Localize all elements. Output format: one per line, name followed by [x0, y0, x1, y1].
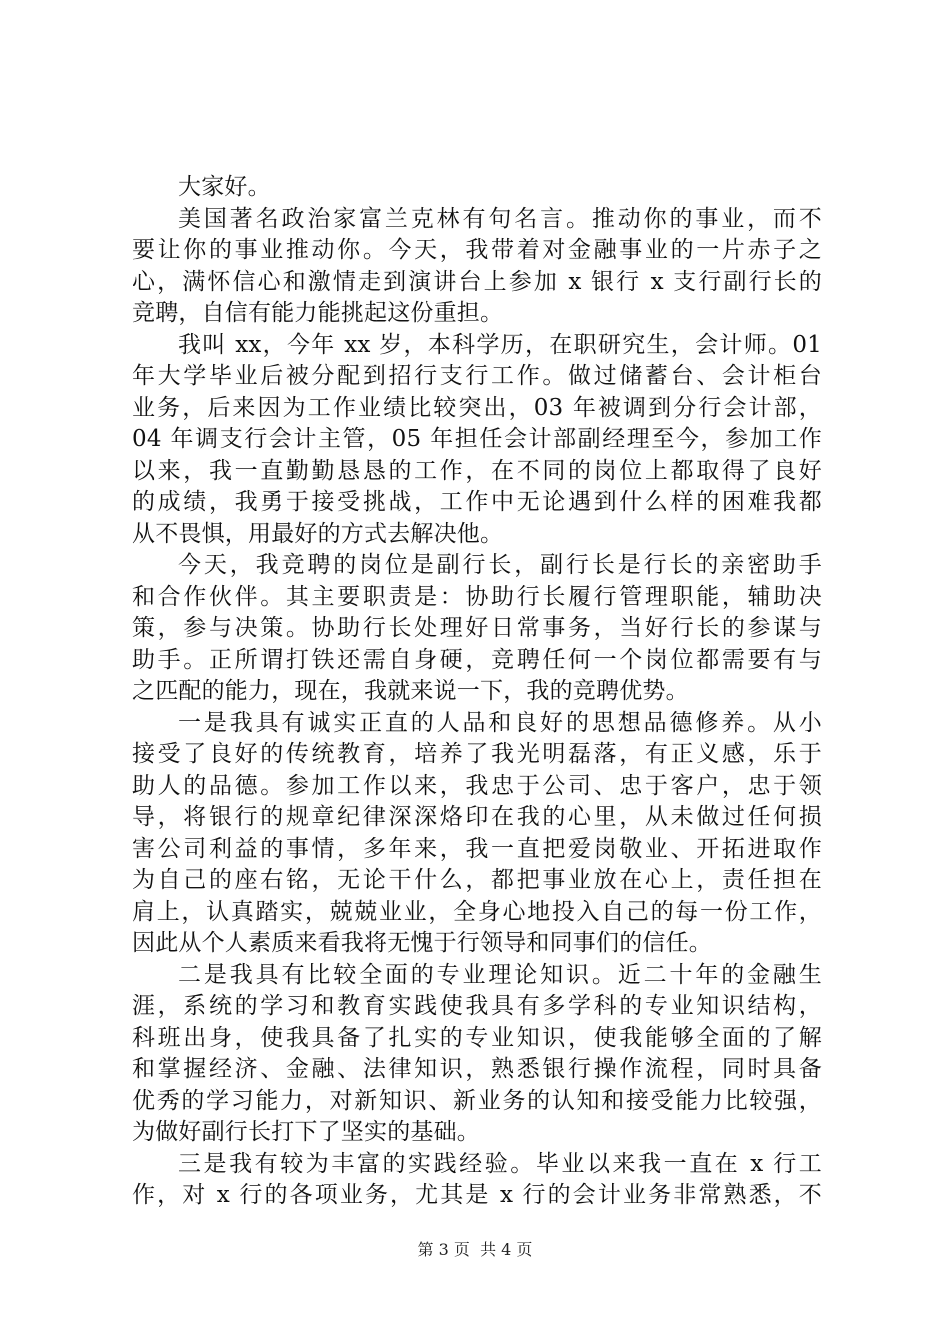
text-line: 要让你的事业推动你。今天，我带着对金融事业的一片赤子之 [132, 237, 822, 263]
text-line: 作，对 x 行的各项业务，尤其是 x 行的会计业务非常熟悉，不 [132, 1182, 822, 1208]
text-line: 害公司利益的事情，多年来，我一直把爱岗敬业、开拓进取作 [132, 835, 822, 862]
text-line: 优秀的学习能力，对新知识、新业务的认知和接受能力比较强， [132, 1087, 822, 1114]
text-line: 以来，我一直勤勤恳恳的工作，在不同的岗位上都取得了良好 [132, 457, 822, 484]
text-line: 为做好副行长打下了坚实的基础。 [132, 1119, 480, 1145]
text-line: 竞聘，自信有能力能挑起这份重担。 [132, 300, 504, 326]
text-line: 年大学毕业后被分配到招行支行工作。做过储蓄台、会计柜台 [132, 363, 822, 389]
text-line: 科班出身，使我具备了扎实的专业知识，使我能够全面的了解 [132, 1024, 822, 1051]
text-line: 心，满怀信心和激情走到演讲台上参加 x 银行 x 支行副行长的 [132, 268, 822, 295]
text-line: 大家好。 [178, 174, 271, 200]
text-line: 和掌握经济、金融、法律知识，熟悉银行操作流程，同时具备 [132, 1056, 822, 1082]
page-footer [0, 1240, 950, 1260]
document-body [132, 172, 822, 1212]
text-line: 三是我有较为丰富的实践经验。毕业以来我一直在 x 行工 [178, 1150, 822, 1177]
text-line: 之匹配的能力，现在，我就来说一下，我的竞聘优势。 [132, 678, 689, 704]
text-line: 我叫 xx，今年 xx 岁，本科学历，在职研究生，会计师。01 [178, 331, 822, 358]
text-line: 和合作伙伴。其主要职责是：协助行长履行管理职能，辅助决 [132, 583, 822, 610]
text-line: 接受了良好的传统教育，培养了我光明磊落，有正义感，乐于 [132, 741, 822, 767]
text-line: 为自己的座右铭，无论干什么，都把事业放在心上，责任担在 [132, 867, 822, 893]
text-line: 04 年调支行会计主管，05 年担任会计部副经理至今，参加工作 [132, 426, 822, 452]
text-line: 肩上，认真踏实，兢兢业业，全身心地投入自己的每一份工作， [132, 898, 822, 925]
text-line: 助人的品德。参加工作以来，我忠于公司、忠于客户，忠于领 [132, 772, 822, 799]
text-line: 从不畏惧，用最好的方式去解决他。 [132, 520, 504, 547]
text-line: 一是我具有诚实正直的人品和良好的思想品德修养。从小 [178, 709, 822, 736]
page-number-label: 第 3 页 共 4 页 [417, 1240, 533, 1259]
text-line: 今天，我竞聘的岗位是副行长，副行长是行长的亲密助手 [178, 552, 822, 578]
text-line: 导，将银行的规章纪律深深烙印在我的心里，从未做过任何损 [132, 804, 822, 830]
text-line: 业务，后来因为工作业绩比较突出，03 年被调到分行会计部， [132, 394, 822, 421]
text-line: 二是我具有比较全面的专业理论知识。近二十年的金融生 [178, 961, 822, 988]
text-line: 策，参与决策。协助行长处理好日常事务，当好行长的参谋与 [132, 615, 822, 641]
text-line: 助手。正所谓打铁还需自身硬，竞聘任何一个岗位都需要有与 [132, 646, 822, 673]
text-line: 美国著名政治家富兰克林有句名言。推动你的事业，而不 [178, 205, 822, 232]
text-line: 涯，系统的学习和教育实践使我具有多学科的专业知识结构， [132, 993, 822, 1019]
text-line: 的成绩，我勇于接受挑战，工作中无论遇到什么样的困难我都 [132, 489, 822, 515]
text-line: 因此从个人素质来看我将无愧于行领导和同事们的信任。 [132, 930, 712, 956]
